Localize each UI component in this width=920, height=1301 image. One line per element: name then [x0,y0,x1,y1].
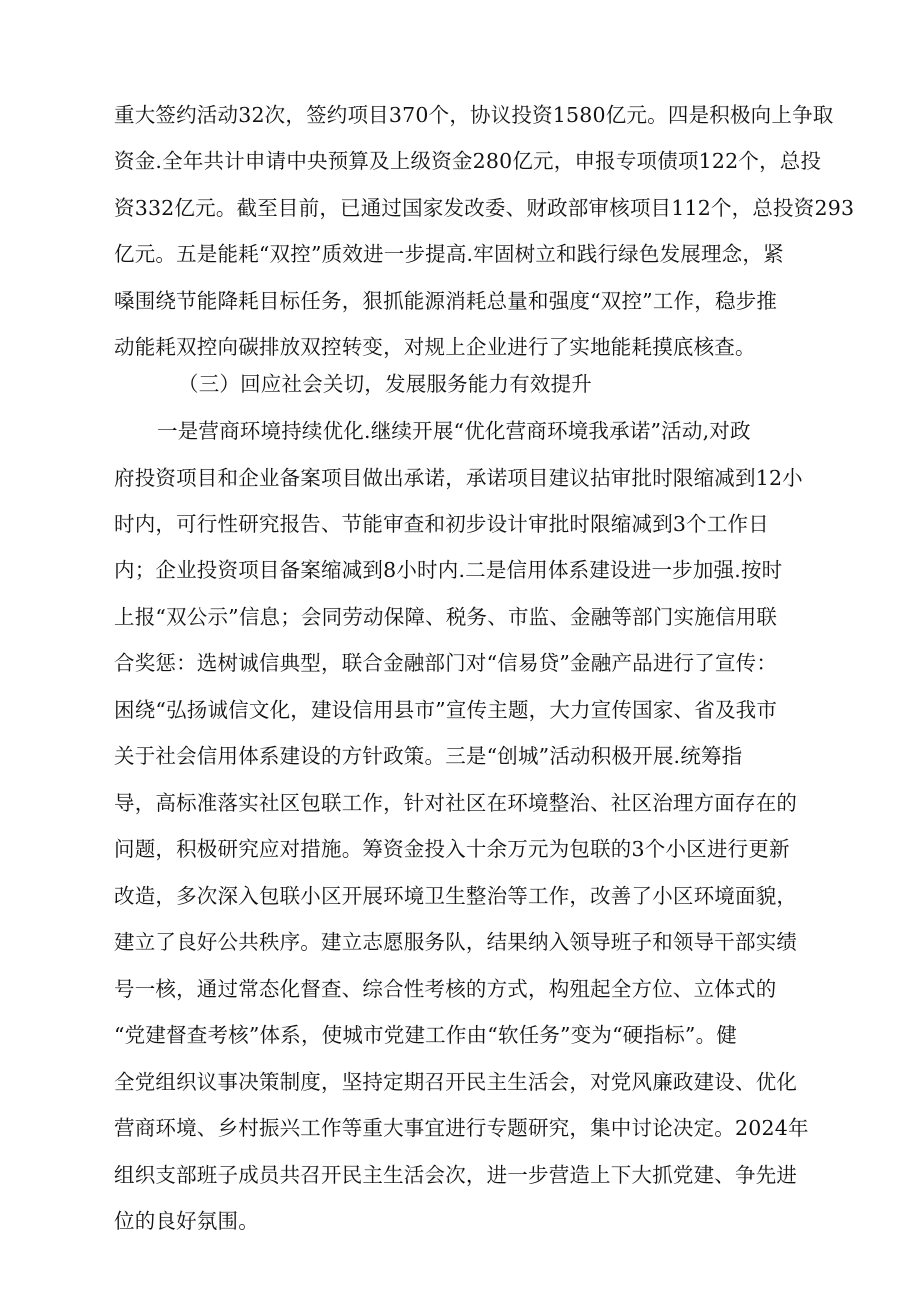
text-line: 困绕“弘扬诚信文化，建设信用县市”宣传主题，大力宣传国家、省及我市 [114,698,778,722]
text-line: 府投资项目和企业备案项目做出承诺，承诺项目建议拈审批时限缩减到12小 [114,466,803,490]
text-line: 营商环境、乡村振兴工作等重大事宜进行专题研究，集中讨论决定。2024年 [114,1116,809,1140]
text-line: 全党组织议事决策制度，坚持定期召开民主生活会，对党风廉政建设、优化 [114,1070,798,1094]
text-line: 问题，积极研究应对措施。筹资金投入十余万元为包联的3个小区进行更新 [114,837,790,861]
text-line: 重大签约活动32次，签约项目370个，协议投资1580亿元。四是积极向上争取 [114,103,834,127]
text-line: 上报“双公示”信息；会同劳动保障、税务、市监、金融等部门实施信用联 [114,605,778,629]
text-line: 时内，可行性研究报告、节能审查和初步设计审批时限缩减到3个工作日 [114,512,769,536]
section-heading: （三）回应社会关切，发展服务能力有效提升 [178,372,592,396]
text-line: 导，高标准落实社区包联工作，针对社区在环境整治、社区治理方面存在的 [114,791,798,815]
text-line: 资332亿元。截至目前，已通过国家发改委、财政部审核项目112个，总投资293 [114,196,855,220]
text-line: 合奖惩：选树诚信典型，联合金融部门对“信易贷”金融产品进行了宣传： [114,651,778,675]
text-line: 亿元。五是能耗“双控”质效进一步提高.牢固树立和践行绿色发展理念，紧 [114,242,784,266]
text-line: 关于社会信用体系建设的方针政策。三是“创城”活动积极开展.统筹指 [114,744,743,768]
text-line: 内；企业投资项目备案缩减到8小时内.二是信用体系建设进一步加强.按时 [114,558,783,582]
text-line: 位的良好氛围。 [114,1209,259,1233]
text-line: “党建督查考核”体系，使城市党建工作由“软任务”变为“硬指标”。健 [114,1023,737,1047]
text-line: 动能耗双控向碳排放双控转变，对规上企业进行了实地能耗摸底核查。 [114,335,756,359]
text-line: 一是营商环境持续优化.继续开展“优化营商环境我承诺”活动,对政 [157,419,751,443]
text-line: 嗓围绕节能降耗目标任务，狠抓能源消耗总量和强度“双控”工作，稳步推 [114,289,778,313]
text-line: 建立了良好公共秩序。建立志愿服务队，结果纳入领导班子和领导干部实绩 [114,930,798,954]
text-line: 资金.全年共计申请中央预算及上级资金280亿元，申报专项债项122个，总投 [114,149,822,173]
text-line: 组织支部班子成员共召开民主生活会次，进一步营造上下大抓党建、争先进 [114,1163,798,1187]
text-line: 号一核，通过常态化督查、综合性考核的方式，构殂起全方位、立体式的 [114,977,777,1001]
text-line: 改造，多次深入包联小区开展环境卫生整治等工作，改善了小区环境面貌， [114,884,798,908]
